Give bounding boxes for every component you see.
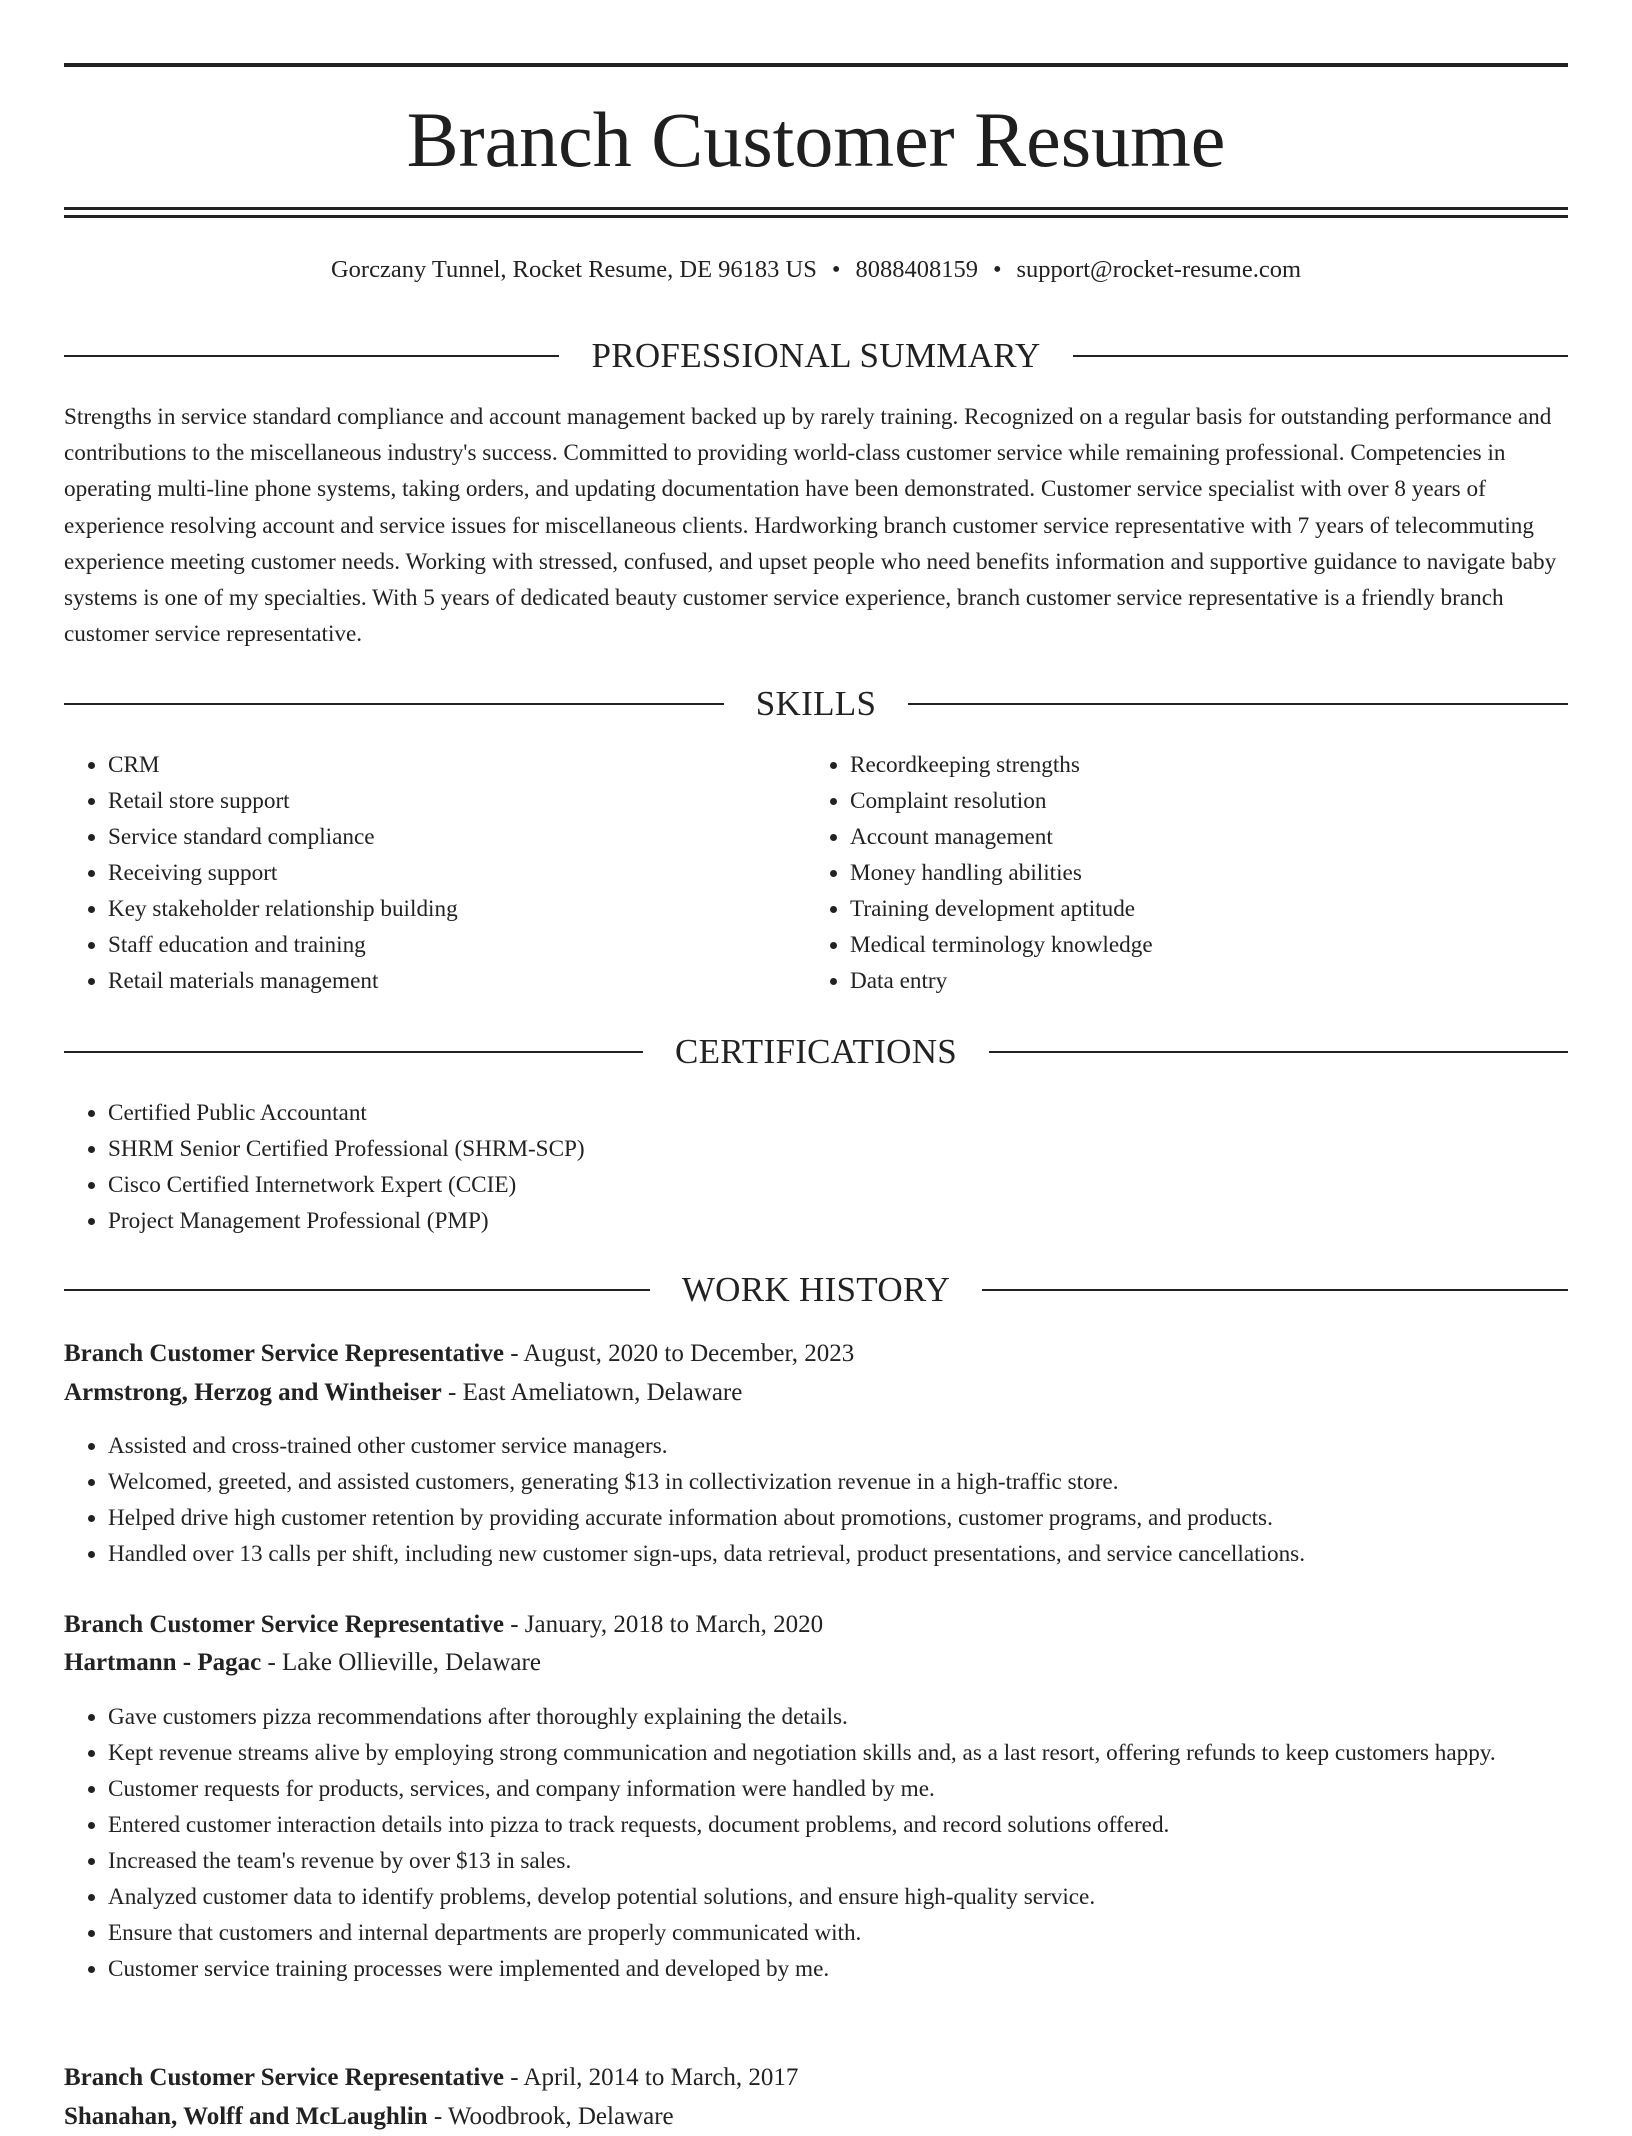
job-bullet: • Assisted and cross-trained other customer service managers. (108, 1428, 1568, 1464)
job-entry (64, 1334, 1568, 1412)
certifications-list (64, 1095, 1568, 1239)
job-bullet: • Customer service training processes were implemented and developed by me. (108, 1951, 1568, 1987)
top-rule (64, 63, 1568, 67)
job-title: Branch Customer Service Representative (64, 1340, 504, 1367)
job-location: - Woodbrook, Delaware (427, 2103, 674, 2130)
skill-item: • CRM (108, 747, 806, 783)
section-rule-left (64, 1051, 643, 1053)
job-bullet: • Ensure that customers and internal departments are properly communicated with. (108, 1915, 1568, 1951)
job-dates: - January, 2018 to March, 2020 (503, 1611, 824, 1638)
certification-item: • SHRM Senior Certified Professional (SHRM-SCP) (108, 1131, 1568, 1167)
skill-item: • Retail store support (108, 783, 806, 819)
job-bullet: • Entered customer interaction details into pizza to track requests, document problems, and record solutions offered. (108, 1807, 1568, 1843)
job-title: Branch Customer Service Representative (64, 2064, 504, 2091)
skill-item: • Staff education and training (108, 927, 806, 963)
job-bullets (64, 1428, 1568, 1572)
job-bullets (64, 1699, 1568, 1987)
resume-title: Branch Customer Resume (406, 96, 1226, 183)
contact-separator: • (831, 256, 841, 283)
section-header-summary (64, 338, 1568, 373)
job-location: - Lake Ollieville, Delaware (261, 1649, 541, 1676)
skill-item: • Receiving support (108, 855, 806, 891)
job-bullet: • Kept revenue streams alive by employing strong communication and negotiation skills and, as a last resort, offering refunds to keep customers happy. (108, 1735, 1568, 1771)
skills-column-left (64, 747, 806, 999)
skills-grid (64, 747, 1568, 999)
section-rule-right (908, 703, 1568, 705)
skill-item: • Complaint resolution (850, 783, 1548, 819)
skill-item: • Service standard compliance (108, 819, 806, 855)
section-header-certifications (64, 1034, 1568, 1069)
job-title-line (64, 1605, 1568, 1644)
skills-list-right (806, 747, 1548, 999)
skill-item: • Account management (850, 819, 1548, 855)
certification-item: • Cisco Certified Internetwork Expert (CCIE) (108, 1167, 1568, 1203)
job-bullet: • Helped drive high customer retention by providing accurate information about promotions, customer programs, and products. (108, 1500, 1568, 1536)
contact-address: Gorczany Tunnel, Rocket Resume, DE 96183 US (330, 256, 817, 283)
section-header-work-history (64, 1272, 1568, 1307)
job-company-line (64, 1373, 1568, 1412)
job-company: Hartmann - Pagac (64, 1649, 262, 1676)
professional-summary-text: Strengths in service standard compliance and account management backed up by rarely training. Recognized on a regular basis for outstanding performance and contributions to the miscellaneous industry's success. Committed to providing world-class customer service while remaining professional. Competencies in operating multi-line phone systems, taking orders, and updating documentation have been demonstrated. Customer service specialist with over 8 years of experience resolving account and service issues for miscellaneous clients. Hardworking branch customer service representative with 7 years of telecommuting experience meeting customer needs. Working with stressed, confused, and upset people who need benefits information and supportive guidance to navigate baby systems is one of my specialties. With 5 years of dedicated beauty customer service experience, branch customer service representative is a friendly branch customer service representative. (64, 404, 1557, 648)
section-title-summary: PROFESSIONAL SUMMARY (591, 336, 1041, 375)
contact-separator: • (992, 256, 1002, 283)
skill-item: • Money handling abilities (850, 855, 1548, 891)
skill-item: • Key stakeholder relationship building (108, 891, 806, 927)
certification-item: • Certified Public Accountant (108, 1095, 1568, 1131)
skills-list-left (64, 747, 806, 999)
section-rule-right (1073, 355, 1568, 357)
contact-phone: 8088408159 (855, 256, 978, 283)
job-bullet: • Increased the team's revenue by over $13 in sales. (108, 1843, 1568, 1879)
job-dates: - August, 2020 to December, 2023 (503, 1340, 855, 1367)
job-location: - East Ameliatown, Delaware (441, 1379, 743, 1406)
job-dates: - April, 2014 to March, 2017 (503, 2064, 799, 2091)
job-company: Armstrong, Herzog and Wintheiser (64, 1379, 442, 1406)
skill-item: • Recordkeeping strengths (850, 747, 1548, 783)
job-bullet: • Gave customers pizza recommendations after thoroughly explaining the details. (108, 1699, 1568, 1735)
skill-item: • Retail materials management (108, 963, 806, 999)
job-company: Shanahan, Wolff and McLaughlin (64, 2103, 428, 2130)
job-title-line (64, 1334, 1568, 1373)
section-rule-left (64, 355, 559, 357)
job-entry (64, 1605, 1568, 1682)
title-double-rule (64, 207, 1568, 218)
skill-item: • Data entry (850, 963, 1548, 999)
section-header-skills (64, 686, 1568, 721)
section-rule-right (982, 1289, 1568, 1291)
certification-item: • Project Management Professional (PMP) (108, 1203, 1568, 1239)
section-rule-left (64, 703, 724, 705)
job-bullet: • Handled over 13 calls per shift, including new customer sign-ups, data retrieval, product presentations, and service cancellations. (108, 1536, 1568, 1572)
section-title-work-history: WORK HISTORY (681, 1270, 951, 1309)
job-bullet: • Customer requests for products, services, and company information were handled by me. (108, 1771, 1568, 1807)
section-title-certifications: CERTIFICATIONS (674, 1032, 958, 1071)
contact-line (64, 258, 1568, 283)
skill-item: • Training development aptitude (850, 891, 1548, 927)
skill-item: • Medical terminology knowledge (850, 927, 1548, 963)
contact-email: support@rocket-resume.com (1016, 256, 1302, 283)
job-title: Branch Customer Service Representative (64, 1611, 504, 1638)
job-entry (64, 2058, 1568, 2136)
job-company-line (64, 1643, 1568, 1682)
job-company-line (64, 2097, 1568, 2136)
skills-column-right (806, 747, 1548, 999)
job-bullet: • Analyzed customer data to identify problems, develop potential solutions, and ensure high-quality service. (108, 1879, 1568, 1915)
job-bullet: • Welcomed, greeted, and assisted customers, generating $13 in collectivization revenue in a high-traffic store. (108, 1464, 1568, 1500)
section-rule-right (989, 1051, 1568, 1053)
job-title-line (64, 2058, 1568, 2097)
section-rule-left (64, 1289, 650, 1291)
section-title-skills: SKILLS (755, 684, 877, 723)
